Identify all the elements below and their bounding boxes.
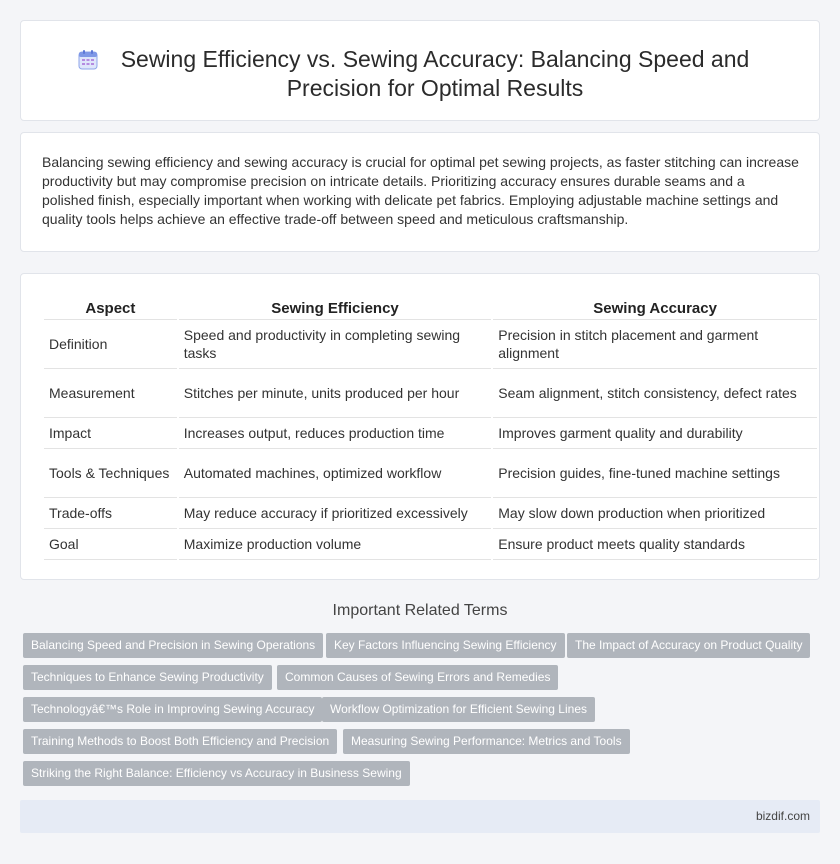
related-term-tag[interactable]: Common Causes of Sewing Errors and Remedies — [277, 665, 558, 690]
related-term-tag[interactable]: Training Methods to Boost Both Efficiency and Precision — [23, 729, 337, 754]
row-accuracy: May slow down production when prioritized — [493, 498, 817, 529]
table-header-row — [44, 296, 817, 320]
comparison-card — [20, 273, 820, 580]
row-accuracy: Ensure product meets quality standards — [493, 529, 817, 560]
row-efficiency: Speed and productivity in completing sewing tasks — [179, 320, 492, 369]
table-row — [44, 529, 817, 560]
table-row — [44, 418, 817, 449]
row-efficiency: May reduce accuracy if prioritized excessively — [179, 498, 492, 529]
title-card — [20, 20, 820, 121]
title-wrap — [21, 45, 819, 103]
related-term-tag[interactable]: Workflow Optimization for Efficient Sewing Lines — [322, 697, 595, 722]
header-sewing-efficiency: Sewing Efficiency — [179, 296, 492, 320]
row-aspect: Measurement — [44, 369, 177, 418]
table-row — [44, 498, 817, 529]
related-term-tag[interactable]: Measuring Sewing Performance: Metrics and Tools — [343, 729, 630, 754]
header-sewing-accuracy: Sewing Accuracy — [493, 296, 817, 320]
row-aspect: Tools & Techniques — [44, 449, 177, 498]
row-accuracy: Precision in stitch placement and garment alignment — [493, 320, 817, 369]
row-accuracy: Precision guides, fine-tuned machine settings — [493, 449, 817, 498]
related-term-tag[interactable]: Balancing Speed and Precision in Sewing Operations — [23, 633, 323, 658]
page-title: Sewing Efficiency vs. Sewing Accuracy: Balancing Speed and Precision for Optimal Results — [120, 46, 750, 101]
related-term-tag[interactable]: Techniques to Enhance Sewing Productivity — [23, 665, 272, 690]
footer — [20, 800, 820, 833]
row-aspect: Definition — [44, 320, 177, 369]
related-term-tag[interactable]: Striking the Right Balance: Efficiency vs Accuracy in Business Sewing — [23, 761, 410, 786]
comparison-table — [42, 296, 819, 560]
related-terms-heading: Important Related Terms — [332, 602, 508, 619]
related-term-tag[interactable]: Technologyâ€™s Role in Improving Sewing Accuracy — [23, 697, 322, 722]
row-efficiency: Maximize production volume — [179, 529, 492, 560]
table-row — [44, 449, 817, 498]
row-accuracy: Seam alignment, stitch consistency, defect rates — [493, 369, 817, 418]
table-row — [44, 369, 817, 418]
related-term-tag[interactable]: Key Factors Influencing Sewing Efficiency — [326, 633, 565, 658]
related-term-tag[interactable]: The Impact of Accuracy on Product Quality — [567, 633, 810, 658]
intro-card — [20, 132, 820, 252]
row-accuracy: Improves garment quality and durability — [493, 418, 817, 449]
calendar-icon — [77, 49, 99, 71]
site-name[interactable]: bizdif.com — [755, 809, 810, 823]
row-efficiency: Stitches per minute, units produced per hour — [179, 369, 492, 418]
row-aspect: Goal — [44, 529, 177, 560]
intro-paragraph: Balancing sewing efficiency and sewing accuracy is crucial for optimal pet sewing projects, as faster stitching can increase productivity but may compromise precision on intricate details. Prioritizing accuracy ensures durable seams and a polished finish, especially important when working with delicate pet fabrics. Employing adjustable machine settings and quality tools helps achieve an effective trade-off between speed and meticulous craftsmanship. — [42, 154, 799, 227]
row-aspect: Trade-offs — [44, 498, 177, 529]
header-aspect: Aspect — [44, 296, 177, 320]
row-aspect: Impact — [44, 418, 177, 449]
row-efficiency: Increases output, reduces production time — [179, 418, 492, 449]
row-efficiency: Automated machines, optimized workflow — [179, 449, 492, 498]
table-row — [44, 320, 817, 369]
